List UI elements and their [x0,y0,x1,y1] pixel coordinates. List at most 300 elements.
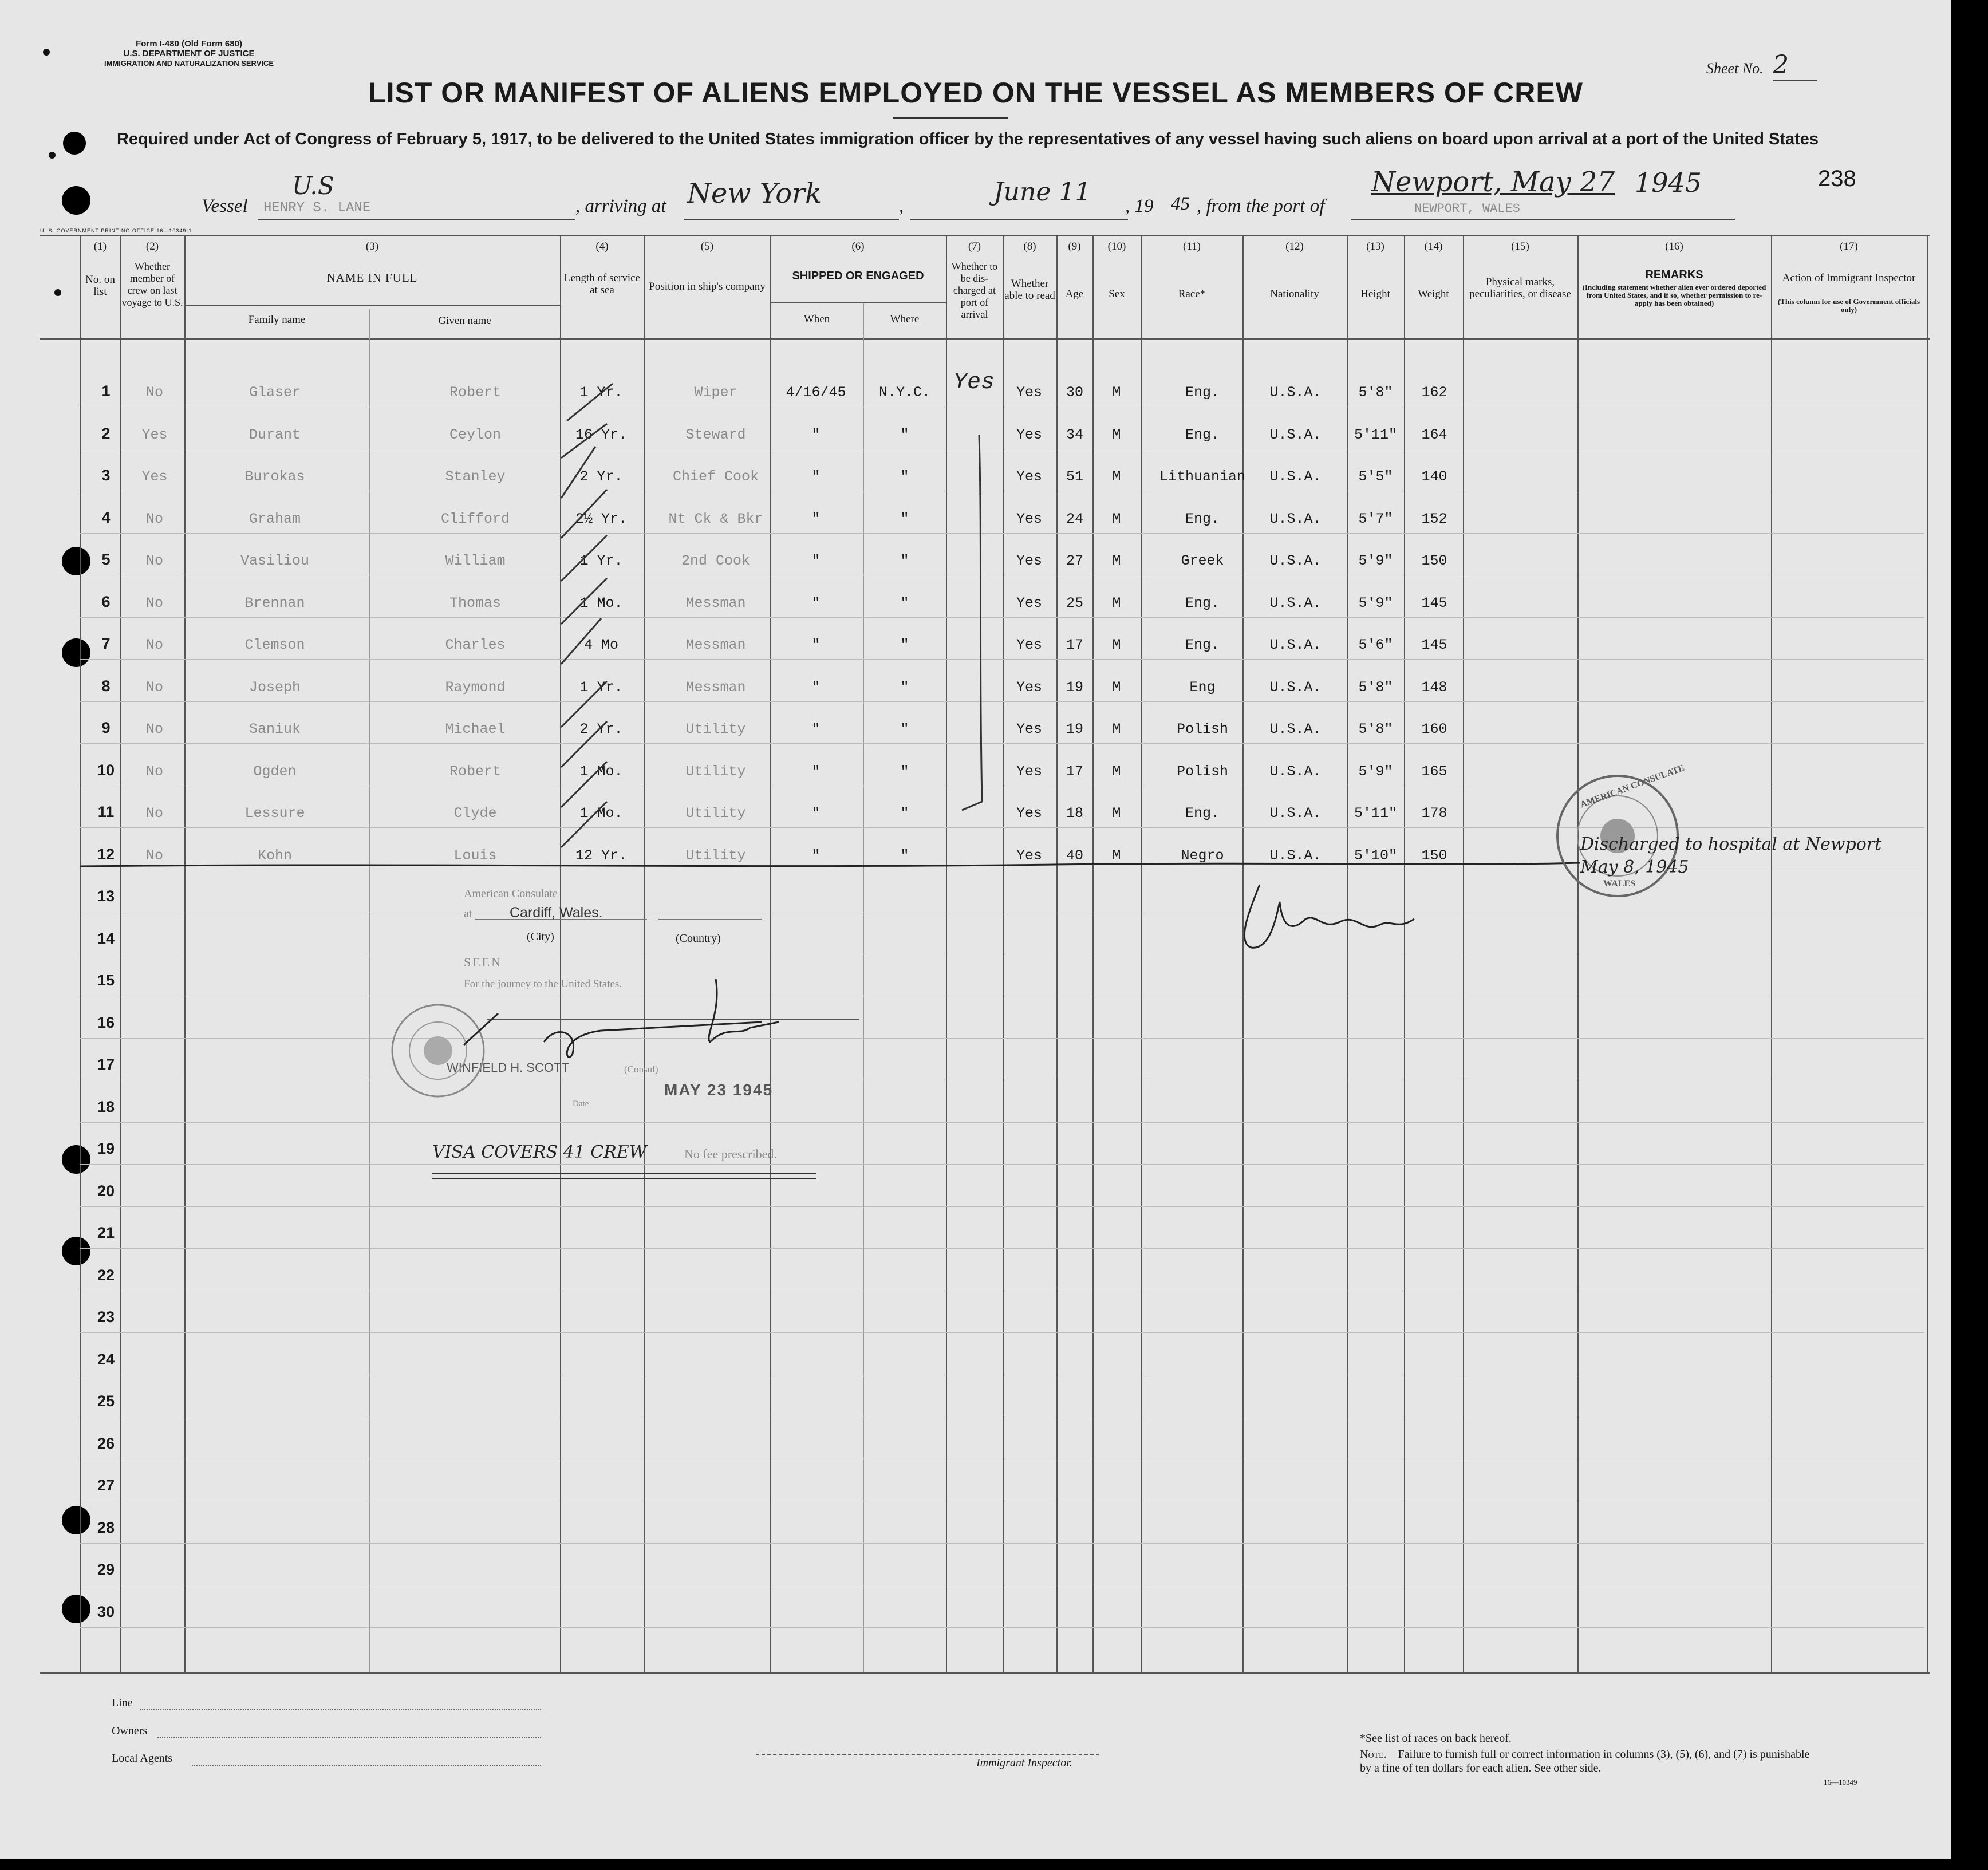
cell-age: 40 [1066,847,1083,864]
name-subheader-rule [184,305,560,306]
sheet-value: 2 [1773,50,1817,81]
cell-where: " [900,678,909,696]
cell-weight: 178 [1421,805,1447,822]
cell-sex: M [1112,678,1121,696]
cell-position: Wiper [694,384,737,401]
margin-dot [43,49,50,56]
col-header-service: Length of service at sea [564,272,640,296]
cell-position: Messman [685,637,746,653]
cell-family-name: Burokas [244,468,305,485]
col-header-sex: Sex [1109,288,1125,300]
fee-note: No fee prescribed. [684,1147,777,1161]
cell-weight: 152 [1421,510,1447,527]
row-rule [80,1332,1924,1333]
cell-race: Eng. [1185,384,1220,401]
col-divider [369,309,370,1672]
table-top-border [40,235,1930,236]
consular-seal [366,999,510,1102]
cell-when: " [811,594,821,612]
col-header-where: Where [890,313,920,325]
cell-read: Yes [1016,384,1042,401]
cell-when: " [811,805,821,822]
cell-height: 5'8" [1358,678,1393,696]
vessel-underline [258,219,575,220]
cell-family-name: Lessure [244,805,305,822]
row-number: 1 [101,382,111,400]
cell-given-name: Stanley [445,468,506,485]
footer-line: Line [112,1697,133,1709]
cell-where: " [900,510,909,527]
cell-nationality: U.S.A. [1269,510,1322,527]
consulate-city: Cardiff, Wales. [510,905,603,921]
cell-when: " [811,510,821,527]
row-number: 11 [97,803,115,820]
consul-label: (Consul) [624,1064,658,1075]
cell-age: 27 [1066,553,1083,569]
from-year: 1945 [1635,167,1702,198]
cell-given-name: William [445,553,506,569]
shipped-subheader-rule [770,302,946,303]
col-number: (17) [1840,240,1858,253]
cell-family-name: Kohn [257,847,292,864]
row-rule [80,1627,1924,1628]
col-header-no: No. on list [85,274,115,298]
vessel-handwritten: U.S [292,172,334,200]
cell-race: Eng. [1185,594,1220,612]
cell-where: N.Y.C. [878,384,930,401]
cell-sex: M [1112,426,1121,443]
subtitle: Required under Act of Congress of February 5, 1917, to be delivered to the United States immigration officer by the representatives of any vessel having such aliens on board upon arrival at a port of the United States [116,130,1819,148]
vessel-typed: HENRY S. LANE [263,200,371,216]
sheet-label: Sheet No. [1706,60,1764,77]
cell-service: 1 Yr. [579,384,623,401]
city-label: (City) [527,930,554,943]
cell-family-name: Graham [249,510,301,527]
margin-dot [49,152,56,159]
cell-last-voyage: No [145,678,163,696]
cell-age: 18 [1066,805,1083,822]
cell-position: Messman [685,594,746,612]
row-rule [80,1164,1924,1165]
row-number: 25 [97,1392,115,1410]
arriving-label: , arriving at [575,196,666,216]
cell-weight: 145 [1421,637,1447,653]
footer-owners: Owners [112,1725,148,1737]
cell-age: 51 [1066,468,1083,485]
cell-service: 1 Mo. [579,594,623,612]
cell-service: 2 Yr. [579,721,623,737]
cell-family-name: Vasiliou [240,553,310,569]
cell-height: 5'7" [1358,510,1393,527]
row-number: 20 [97,1182,115,1200]
cell-last-voyage: No [145,637,163,653]
cell-position: Utility [685,805,746,822]
department: U.S. DEPARTMENT OF JUSTICE [123,49,255,58]
cell-age: 19 [1066,721,1083,737]
cell-race: Greek [1181,553,1224,569]
comma: , [899,196,904,216]
cell-sex: M [1112,805,1121,822]
cell-weight: 162 [1421,384,1447,401]
consulate-at: at [464,908,472,920]
cell-read: Yes [1016,510,1042,527]
country-label: (Country) [676,932,721,945]
col-number: (14) [1424,240,1443,253]
cell-where: " [900,805,909,822]
col-divider [1927,235,1928,1672]
row-number: 14 [97,929,115,947]
cell-service: 12 Yr. [575,847,627,864]
cell-where: " [900,468,909,485]
col-number: (1) [93,240,107,253]
cell-height: 5'10" [1354,847,1397,864]
row-rule [80,1038,1924,1039]
cell-nationality: U.S.A. [1269,847,1322,864]
remark-row12: Discharged to hospital at Newport May 8, 1945 [1580,834,1882,877]
cell-given-name: Clifford [440,510,510,527]
cell-read: Yes [1016,805,1042,822]
cell-height: 5'9" [1358,594,1393,612]
col-header-last-voyage: Whether member of crew on last voyage to U.S. [121,261,183,308]
cell-position: Utility [685,763,746,780]
cell-height: 5'5" [1358,468,1393,485]
cell-last-voyage: No [145,384,163,401]
cell-weight: 148 [1421,678,1447,696]
cell-sex: M [1112,510,1121,527]
cell-sex: M [1112,468,1121,485]
cell-given-name: Raymond [445,678,506,696]
cell-family-name: Ogden [253,763,297,780]
col-header-shipped: SHIPPED OR ENGAGED [792,270,924,282]
cell-age: 19 [1066,678,1083,696]
col-header-remarks-sub: (Including statement whether alien ever ordered deported from United States, and if so, whether permission to re-apply has been obtained) [1582,283,1766,307]
row-number: 17 [97,1056,115,1073]
cell-last-voyage: No [145,721,163,737]
journey-text: For the journey to the United States. [464,978,622,990]
cell-height: 5'8" [1358,384,1393,401]
consulate-line: American Consulate [464,887,558,900]
cell-read: Yes [1016,553,1042,569]
cell-read: Yes [1016,847,1042,864]
cell-nationality: U.S.A. [1269,721,1322,737]
cell-weight: 145 [1421,594,1447,612]
cell-family-name: Clemson [244,637,305,653]
col-number: (12) [1285,240,1304,253]
row-number: 22 [97,1266,115,1284]
cell-sex: M [1112,847,1121,864]
cell-read: Yes [1016,763,1042,780]
cell-service: 16 Yr. [575,426,627,443]
from-port-typed: NEWPORT, WALES [1414,202,1520,216]
row-number: 16 [97,1013,115,1031]
row-number: 9 [101,719,111,736]
cell-given-name: Robert [449,384,501,401]
round-stamp-top: AMERICAN CONSULATE [1579,763,1686,810]
cell-when: " [811,637,821,653]
cell-last-voyage: No [145,553,163,569]
cell-when: " [811,553,821,569]
cell-service: 4 Mo [583,637,618,653]
col-number: (13) [1366,240,1384,253]
cell-given-name: Robert [449,763,501,780]
cell-height: 5'11" [1354,426,1397,443]
cell-service: 1 Yr. [579,678,623,696]
from-port: Newport, May 27 [1371,166,1615,198]
cell-last-voyage: No [145,763,163,780]
cell-position: Messman [685,678,746,696]
row-number: 5 [101,551,111,568]
row-number: 2 [101,424,111,442]
col-number: (9) [1068,240,1081,253]
title-rule [893,117,1008,119]
col-header-nationality: Nationality [1270,288,1319,300]
cell-weight: 164 [1421,426,1447,443]
cell-service: 2½ Yr. [575,510,627,527]
cell-read: Yes [1016,678,1042,696]
cell-last-voyage: No [145,847,163,864]
cell-race: Eng [1189,678,1216,696]
cell-race: Polish [1176,763,1228,780]
header-bottom-border [40,338,1930,340]
cell-family-name: Saniuk [249,721,301,737]
col-number: (8) [1023,240,1036,253]
col-header-family: Family name [248,314,306,326]
row-number: 26 [97,1434,115,1452]
cell-sex: M [1112,553,1121,569]
cell-race: Eng. [1185,426,1220,443]
cell-race: Eng. [1185,805,1220,822]
punch-hole [63,132,86,155]
cell-position: 2nd Cook [681,553,751,569]
cell-where: " [900,721,909,737]
row-number: 24 [97,1350,115,1368]
col-number: (16) [1665,240,1683,253]
cell-weight: 165 [1421,763,1447,780]
table-bottom-border [40,1672,1930,1674]
cell-height: 5'6" [1358,637,1393,653]
cell-last-voyage: Yes [141,468,168,485]
arriving-value: New York [687,177,822,210]
row-number: 12 [97,845,115,863]
col-number: (4) [595,240,609,253]
cell-when: " [811,468,821,485]
cell-read: Yes [1016,637,1042,653]
col-header-when: When [803,313,830,325]
cell-nationality: U.S.A. [1269,637,1322,653]
signature [1225,879,1426,959]
cell-weight: 140 [1421,468,1447,485]
stamp-number: 238 [1818,166,1856,191]
cell-height: 5'8" [1358,721,1393,737]
cell-where: " [900,553,909,569]
row-number: 7 [101,635,111,652]
cell-read: Yes [1016,468,1042,485]
cell-weight: 150 [1421,847,1447,864]
vessel-label: Vessel [202,196,248,216]
cell-sex: M [1112,384,1121,401]
cell-family-name: Durant [249,426,301,443]
col-header-discharge: Whether to be dis-charged at port of arrival [951,261,998,320]
consul-signature [532,968,853,1076]
punch-hole [62,186,90,215]
cell-read: Yes [1016,721,1042,737]
row-number: 8 [101,677,111,695]
row-number: 29 [97,1561,115,1578]
col-header-name: NAME IN FULL [326,271,418,285]
col-number: (15) [1511,240,1529,253]
row-number: 27 [97,1477,115,1494]
cell-when: " [811,721,821,737]
footer-owners-rule [157,1737,541,1738]
cell-age: 25 [1066,594,1083,612]
consulate-country-rule [658,919,762,920]
col-header-read: Whether able to read [1004,278,1055,302]
cell-given-name: Michael [445,721,506,737]
cell-age: 24 [1066,510,1083,527]
col-header-physical: Physical marks, peculiarities, or disease [1469,276,1571,300]
cell-service: 1 Yr. [579,553,623,569]
note-label: Note. [1360,1748,1387,1761]
col-divider [863,303,864,1672]
col-number: (3) [365,240,379,253]
consul-name: WINFIELD H. SCOTT [447,1060,569,1075]
row-number: 19 [97,1140,115,1157]
arriving-underline [684,219,899,220]
cell-given-name: Clyde [453,805,497,822]
row-number: 13 [97,887,115,905]
cell-when: " [811,763,821,780]
row-rule [80,1543,1924,1544]
cell-nationality: U.S.A. [1269,468,1322,485]
cell-given-name: Louis [453,847,497,864]
printing-office: U. S. GOVERNMENT PRINTING OFFICE 16—10349-1 [40,228,192,234]
cell-nationality: U.S.A. [1269,553,1322,569]
races-note: *See list of races on back hereof. [1360,1732,1512,1745]
cell-when: " [811,678,821,696]
cell-where: " [900,426,909,443]
from-label: , from the port of [1197,196,1325,216]
margin-dot [54,289,61,296]
cell-position: Nt Ck & Bkr [668,510,763,527]
arrival-date: June 11 [993,177,1091,207]
page-title: LIST OR MANIFEST OF ALIENS EMPLOYED ON THE VESSEL AS MEMBERS OF CREW [368,77,1583,109]
row-rule [80,1248,1924,1249]
cell-age: 17 [1066,763,1083,780]
col-header-action: Action of Immigrant Inspector [1782,272,1916,284]
cell-nationality: U.S.A. [1269,678,1322,696]
cell-service: 1 Mo. [579,805,623,822]
footer-line-rule [140,1709,541,1710]
row-rule [80,1206,1924,1207]
cell-family-name: Glaser [249,384,301,401]
visa-note-underline-2 [432,1178,816,1179]
visa-note: VISA COVERS 41 CREW [432,1142,647,1162]
cell-nationality: U.S.A. [1269,594,1322,612]
cell-age: 17 [1066,637,1083,653]
col-number: (2) [145,240,159,253]
cell-height: 5'9" [1358,763,1393,780]
note-text: —Failure to furnish full or correct information in columns (3), (5), (6), and (7) is punishable by a fine of ten dollars for each alien. See other side. [1360,1748,1810,1774]
cell-when: 4/16/45 [786,384,846,401]
row-number: 4 [101,508,111,526]
cell-last-voyage: Yes [141,426,168,443]
cell-race: Eng. [1185,510,1220,527]
cell-position: Steward [685,426,746,443]
col-header-race: Race* [1178,288,1206,300]
col-number: (6) [851,240,865,253]
cell-sex: M [1112,763,1121,780]
cell-sex: M [1112,594,1121,612]
cell-race: Eng. [1185,637,1220,653]
cell-where: " [900,637,909,653]
cell-where: " [900,763,909,780]
visa-note-underline [432,1173,816,1174]
cell-read: Yes [1016,426,1042,443]
row-number: 15 [97,972,115,989]
cell-weight: 160 [1421,721,1447,737]
cell-nationality: U.S.A. [1269,763,1322,780]
cell-last-voyage: No [145,510,163,527]
cell-when: " [811,426,821,443]
cell-age: 30 [1066,384,1083,401]
col-header-position: Position in ship's company [649,281,766,293]
cell-height: 5'9" [1358,553,1393,569]
cell-sex: M [1112,637,1121,653]
cell-height: 5'11" [1354,805,1397,822]
cell-last-voyage: No [145,805,163,822]
from-underline [1351,219,1735,220]
row-number: 23 [97,1308,115,1325]
service-check-marks [544,372,636,1019]
cell-weight: 150 [1421,553,1447,569]
cell-family-name: Brennan [244,594,305,612]
year-value: 45 [1171,194,1190,214]
cell-service: 2 Yr. [579,468,623,485]
row-number: 3 [101,467,111,484]
cell-position: Chief Cook [672,468,759,485]
col-header-weight: Weight [1418,288,1449,300]
discharge-ditto-line [948,366,1011,824]
round-stamp-bottom: WALES [1603,879,1636,889]
cell-race: Lithuanian [1159,468,1246,485]
cell-nationality: U.S.A. [1269,426,1322,443]
col-number: (10) [1107,240,1126,253]
row-number: 28 [97,1518,115,1536]
cell-discharge: Yes [953,370,995,396]
cell-where: " [900,847,909,864]
col-number: (5) [700,240,714,253]
cell-last-voyage: No [145,594,163,612]
col-header-height: Height [1360,288,1390,300]
row-number: 6 [101,593,111,610]
cell-where: " [900,594,909,612]
cell-given-name: Thomas [449,594,501,612]
cell-sex: M [1112,721,1121,737]
col-header-age: Age [1065,288,1084,300]
fine-note [1360,1747,1818,1775]
cell-given-name: Ceylon [449,426,501,443]
cell-position: Utility [685,721,746,737]
date-label: Date [573,1099,589,1108]
col-number: (11) [1183,240,1201,253]
inspector-label: Immigrant Inspector. [976,1757,1072,1769]
cell-nationality: U.S.A. [1269,805,1322,822]
col-number: (7) [968,240,981,253]
footer-code: 16—10349 [1824,1778,1857,1786]
cell-race: Polish [1176,721,1228,737]
col-header-action-sub: (This column for use of Government officials only) [1777,297,1920,314]
cell-nationality: U.S.A. [1269,384,1322,401]
